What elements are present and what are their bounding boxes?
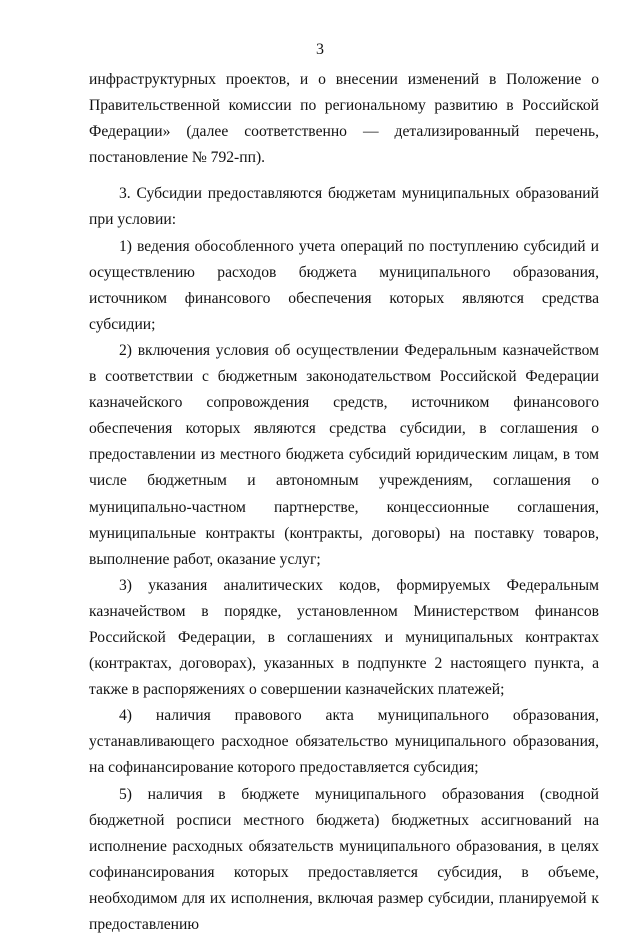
paragraph-item-4: 4) наличия правового акта муниципального образования, устанавливающего расходное обязательство муниципального образования, на софинансирование которого предоставляется субсидия; bbox=[89, 707, 599, 777]
document-body bbox=[89, 67, 599, 938]
page-number: 3 bbox=[316, 41, 324, 58]
paragraph-clause-3: 3. Субсидии предоставляются бюджетам муниципальных образований при условии: bbox=[89, 185, 599, 229]
paragraph-item-3: 3) указания аналитических кодов, формируемых Федеральным казначейством в порядке, установленном Министерством финансов Российской Федерации, в соглашениях и муниципальных контрактах (контрактах, договорах), указанных в подпункте 2 настоящего пункта, а также в распоряжениях о совершении казначейских платежей; bbox=[89, 576, 599, 699]
paragraph-item-5: 5) наличия в бюджете муниципального образования (сводной бюджетной росписи местного бюджета) бюджетных ассигнований на исполнение расходных обязательств муниципального образования, в целях софинансирования которых предоставляется субсидия, в объеме, необходимом для их исполнения, включая размер субсидии, планируемой к предоставлению bbox=[89, 785, 599, 933]
paragraph-continuation: инфраструктурных проектов, и о внесении изменений в Положение о Правительственной комиссии по региональному развитию в Российской Федерации» (далее соответственно — детализированный перечень, постановление № 792-пп). bbox=[89, 71, 599, 167]
paragraph-item-2: 2) включения условия об осуществлении Федеральным казначейством в соответствии с бюджетным законодательством Российской Федерации казначейского сопровождения средств, источником финансового обеспечения которых являются средства субсидии, в соглашения о предоставлении из местного бюджета субсидий юридическим лицам, в том числе бюджетным и автономным учреждениям, соглашения о муниципально-частном партнерстве, концессионные соглашения, муниципальные контракты (контракты, договоры) на поставку товаров, выполнение работ, оказание услуг; bbox=[89, 341, 599, 568]
paragraph-item-1: 1) ведения обособленного учета операций по поступлению субсидий и осуществлению расходов бюджета муниципального образования, источником финансового обеспечения которых являются средства субсидии; bbox=[89, 237, 599, 333]
